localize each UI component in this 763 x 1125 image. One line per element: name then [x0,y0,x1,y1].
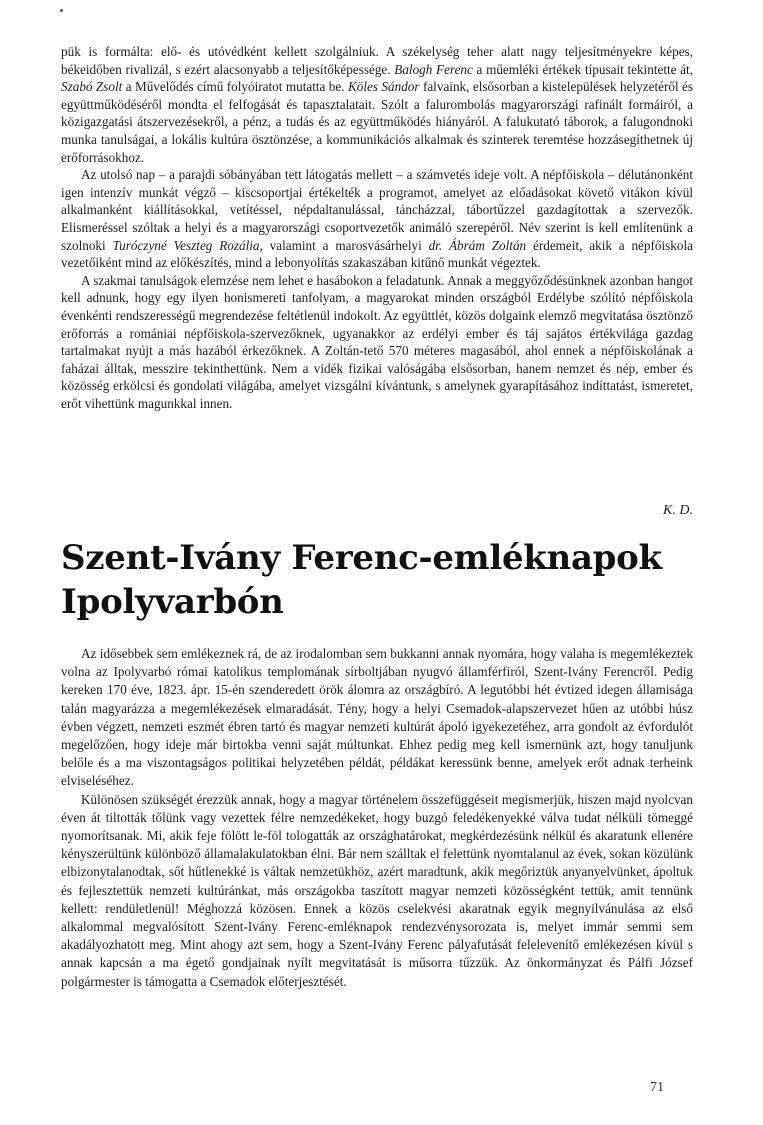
article2-title [61,536,701,624]
article1-signature: K. D. [663,503,693,518]
article2-title-line1: Szent-Ivány Ferenc-emléknapok [61,538,662,578]
italic-name: Balogh Ferenc [394,61,473,77]
article2-paragraph: Különösen szükségét érezzük annak, hogy a magyar történelem összefüggéseit megismerjük, hiszen majd nyolcvan éven át tiltották tőlünk vagy vezettek félre nemzedékeket, hogy buzgó feledékenyekké válva tudat nélküli tömeggé nyomorítsanak. Mi, akik feje fölött le-föl tologatták az országhatárokat, megkérdezésünk nélkül és akaratunk ellenére kényszerültünk különböző államalakulatokban élni. Bár nem szálltak el felettünk nyomtalanul az évek, sokan közülünk elbizonytalanodtak, sőt hűtlenekké is váltak nemzetükhöz, azért maradtunk, akik megőriztük anyanyelvünket, ápoltuk és fejlesztettük nemzeti kultúránkat, más országokba taszított magyar nemzeti közösségként tettük, amit tennünk kellett: rendületlenül! Méghozzá közösen. Ennek a közös cselekvési akaratnak egyik megnyilvánulása az első alkalommal megvalósított Szent-Ivány Ferenc-emléknapok rendezvénysorozata is, melyet immár semmi sem akadályozhatott meg. Mint ahogy azt sem, hogy a Szent-Ivány Ferenc pályafutását felelevenítő emlékezésen kívül s annak kapcsán a ma égető gondjainak nyílt megvitatását is műsorra tűzzük. Az önkormányzat és Pálfi József polgármester is támogatta a Csemadok előterjesztését. [61,791,693,989]
article2-title-line2: Ipolyvarbón [61,582,284,622]
article2-body [61,645,693,991]
article2-paragraph: Az idősebbek sem emlékeznek rá, de az irodalomban sem bukkanni annak nyomára, hogy valaha is megemlékeztek volna az Ipolyvarbó római katolikus templomának sírboltjában nyugvó államférfiról, Szent-Ivány Ferencről. Pedig kereken 170 éve, 1823. ápr. 15-én szenderedett örök álomra az országbíró. A legutóbbi hét évtized idegen államisága talán magyarázza a megemlékezések elmaradását. Tény, hogy a helyi Csemadok-alapszervezet hűen az utóbbi húsz évben végzett, nemzeti eszmét ébren tartó és magyar nemzeti kultúrát ápoló igyekezetéhez, arra gondolt az évfordulót megelőzően, hogy ideje már birtokba venni saját múltunkat. Ehhez pedig meg kell ismernünk azt, hogy tanuljunk belőle és a ma viszontagságos politikai helyzetében példát, példákat keressünk benne, amelyek erőt adnak terheink elviseléséhez. [61,646,693,789]
article1-paragraph: Az utolsó nap – a parajdi sóbányában tett látogatás mellett – a számvetés ideje volt. A népfőiskola – délutánonként igen intenzív munkát végző – kiscsoportjai értékelték a programot, amelyet az előadásokat követő vitákon kívül alkalmanként kiállításokkal, vetítéssel, népdaltanulással, táncházzal, tábortűzzel gazdagítottak a szervezők. Elismeréssel szóltak a helyi és a magyarországi csoportvezetők animáló szerepéről. Név szerint is kell említenünk a szolnoki Turóczyné Veszteg Rozália, valamint a marosvásárhelyi dr. Ábrám Zoltán érdemeit, akik a népfőiskola vezetőiként mind az előkészítés, mind a lebonyolítás szakaszában kitűnő munkát végeztek. [61,167,693,271]
italic-name: dr. Ábrám Zoltán [428,237,527,253]
article1-paragraph: A szakmai tanulságok elemzése nem lehet e hasábokon a feladatunk. Annak a meggyőződésünknek azonban hangot kell adnunk, hogy egy ilyen honismereti tanfolyam, a magyarokat minden országból Erdélybe szólító népfőiskola évenkénti rendszerességű megrendezése feltétlenül indokolt. Az együttlét, közös dolgaink elemző megvitatása ösztönző erőforrás a romániai népfőiskola-szervezőknek, ugyanakkor az erdélyi ember és táj sajátos értékvilága gazdag tartalmakat nyújt a más hazából érkezőknek. A Zoltán-tető 570 méteres magasából, ahol ennek a népfőiskolának a faházai álltak, messzire tekinthettünk. Nem a vidék fizikai valóságába elsősorban, hanem nemzet és nép, ember és közösség erkölcsi és gondolati világába, amelyet vizsgálni kívántunk, s amelynek gyarapításához indíttatást, ismeretet, erőt vihettünk magunkkal innen. [61,272,693,411]
italic-name: Szabó Zsolt [61,79,123,95]
italic-name: Turóczyné Veszteg Rozália, [112,237,263,253]
page-number: 71 [650,1080,664,1095]
article1-paragraph: pük is formálta: elő- és utóvédként kellett szolgálniuk. A székelység teher alatt nagy teljesítményekre képes, békeidőben rivalizál, s ezért alacsonyabb a teljesítőképessége. Balogh Ferenc a műemléki értékek típusait tekintette át, Szabó Zsolt a Művelődés című folyóiratot mutatta be. Köles Sándor falvaink, elsősorban a kistelepülések helyzetéről és együttműködéséről mondta el felfogását és tapasztalatait. Szólt a falurombolás magyarországi rafinált formáiról, a közigazgatási átszervezésekről, a pénz, a tudás és az együttműködés hiányáról. A falukutató táborok, a falugondnoki munka tanulságai, a lokális kultúra ösztönzése, a kommunikációs alkalmak és szinterek teremtése hozzásegíthetnek új erőforrásokhoz. [61,44,694,165]
italic-name: Köles Sándor [347,79,420,95]
scan-speck [60,9,63,12]
article1-body [61,43,693,412]
